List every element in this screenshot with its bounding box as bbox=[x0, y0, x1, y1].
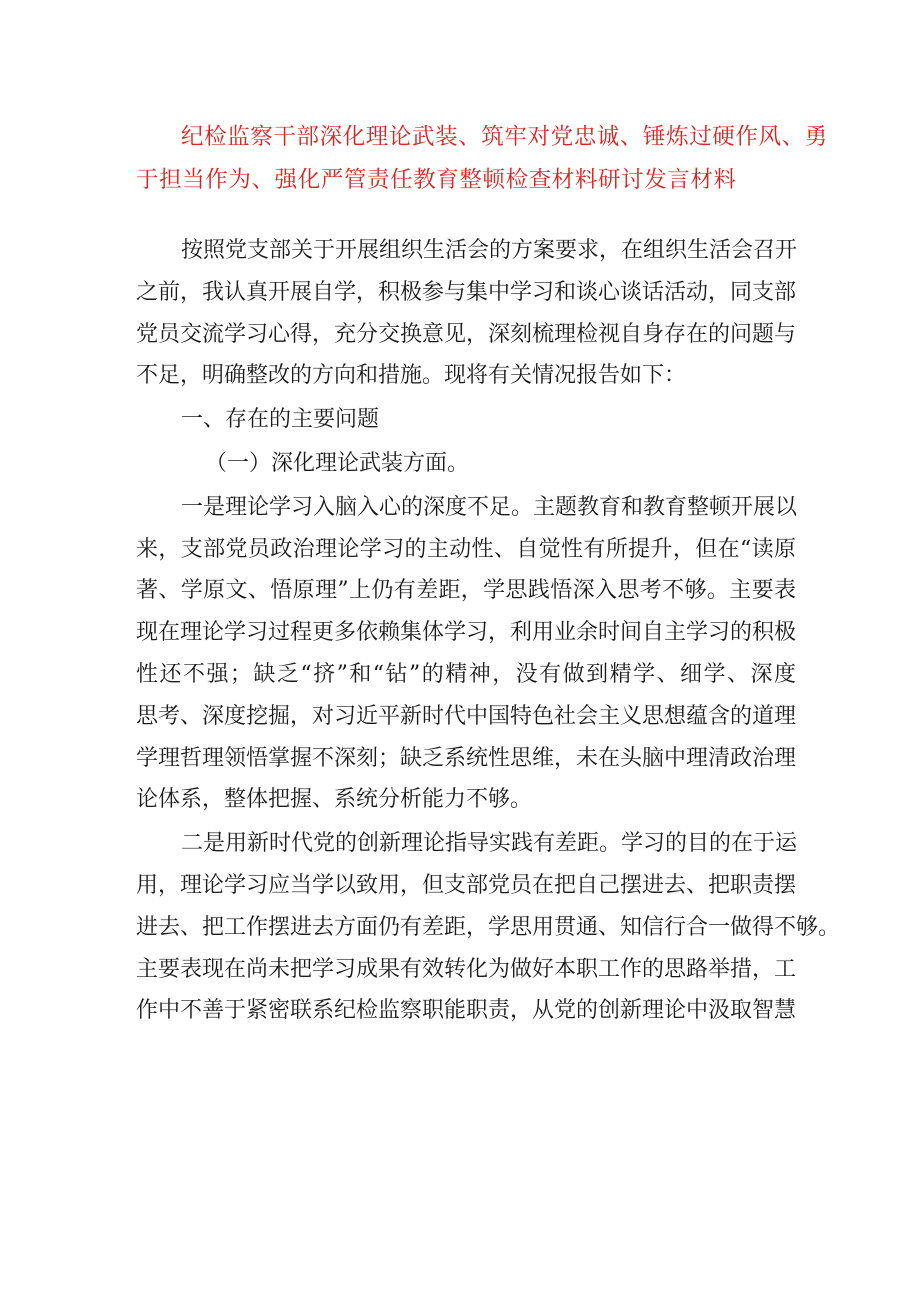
text-line: 按照党支部关于开展组织生活会的方案要求，在组织生活会召开 bbox=[181, 238, 798, 263]
problem-paragraph-1 bbox=[136, 487, 796, 821]
intro-paragraph bbox=[136, 230, 796, 397]
text-line: 一是理论学习入脑入心的深度不足。主题教育和教育整顿开展以 bbox=[181, 494, 798, 520]
text-line: 来，支部党员政治理论学习的主动性、自觉性有所提升，但在“读原 bbox=[136, 536, 796, 562]
text-line: 作中不善于紧密联系纪检监察职能职责，从党的创新理论中汲取智慧 bbox=[136, 998, 797, 1024]
subsection-heading: （一）深化理论武装方面。 bbox=[205, 450, 470, 476]
text-line: 思考、深度挖掘，对习近平新时代中国特色社会主义思想蕴含的道理 bbox=[136, 703, 797, 729]
title-line: 纪检监察干部深化理论武装、筑牢对党忠诚、锤炼过硬作风、勇 bbox=[181, 124, 828, 150]
section-heading: 一、存在的主要问题 bbox=[181, 407, 380, 433]
document-body bbox=[136, 230, 841, 1032]
text-line: 主要表现在尚未把学习成果有效转化为做好本职工作的思路举措，工 bbox=[136, 956, 797, 982]
text-line: 现在理论学习过程更多依赖集体学习，利用业余时间自主学习的积极 bbox=[136, 620, 797, 646]
text-line: 学理哲理领悟掌握不深刻；缺乏系统性思维，未在头脑中理清政治理 bbox=[136, 745, 797, 771]
problem-paragraph-2 bbox=[136, 823, 841, 1032]
text-line: 著、学原文、悟原理”上仍有差距，学思践悟深入思考不够。主要表 bbox=[136, 578, 796, 604]
text-line: 论体系，整体把握、系统分析能力不够。 bbox=[136, 787, 533, 813]
text-line: 性还不强；缺乏“挤”和“钻”的精神，没有做到精学、细学、深度 bbox=[136, 661, 796, 687]
document-title bbox=[136, 116, 828, 202]
title-line: 于担当作为、强化严管责任教育整顿检查材料研讨发言材料 bbox=[136, 167, 737, 193]
text-line: 进去、把工作摆进去方面仍有差距，学思用贯通、知信行合一做得不够。 bbox=[136, 914, 841, 940]
text-line: 党员交流学习心得，充分交换意见，深刻梳理检视自身存在的问题与 bbox=[136, 321, 797, 347]
text-line: 二是用新时代党的创新理论指导实践有差距。学习的目的在于运 bbox=[181, 831, 798, 857]
text-line: 用，理论学习应当学以致用，但支部党员在把自己摆进去、把职责摆 bbox=[136, 872, 797, 898]
text-line: 不足，明确整改的方向和措施。现将有关情况报告如下： bbox=[136, 363, 687, 389]
text-line: 之前，我认真开展自学，积极参与集中学习和谈心谈话活动，同支部 bbox=[136, 279, 797, 305]
